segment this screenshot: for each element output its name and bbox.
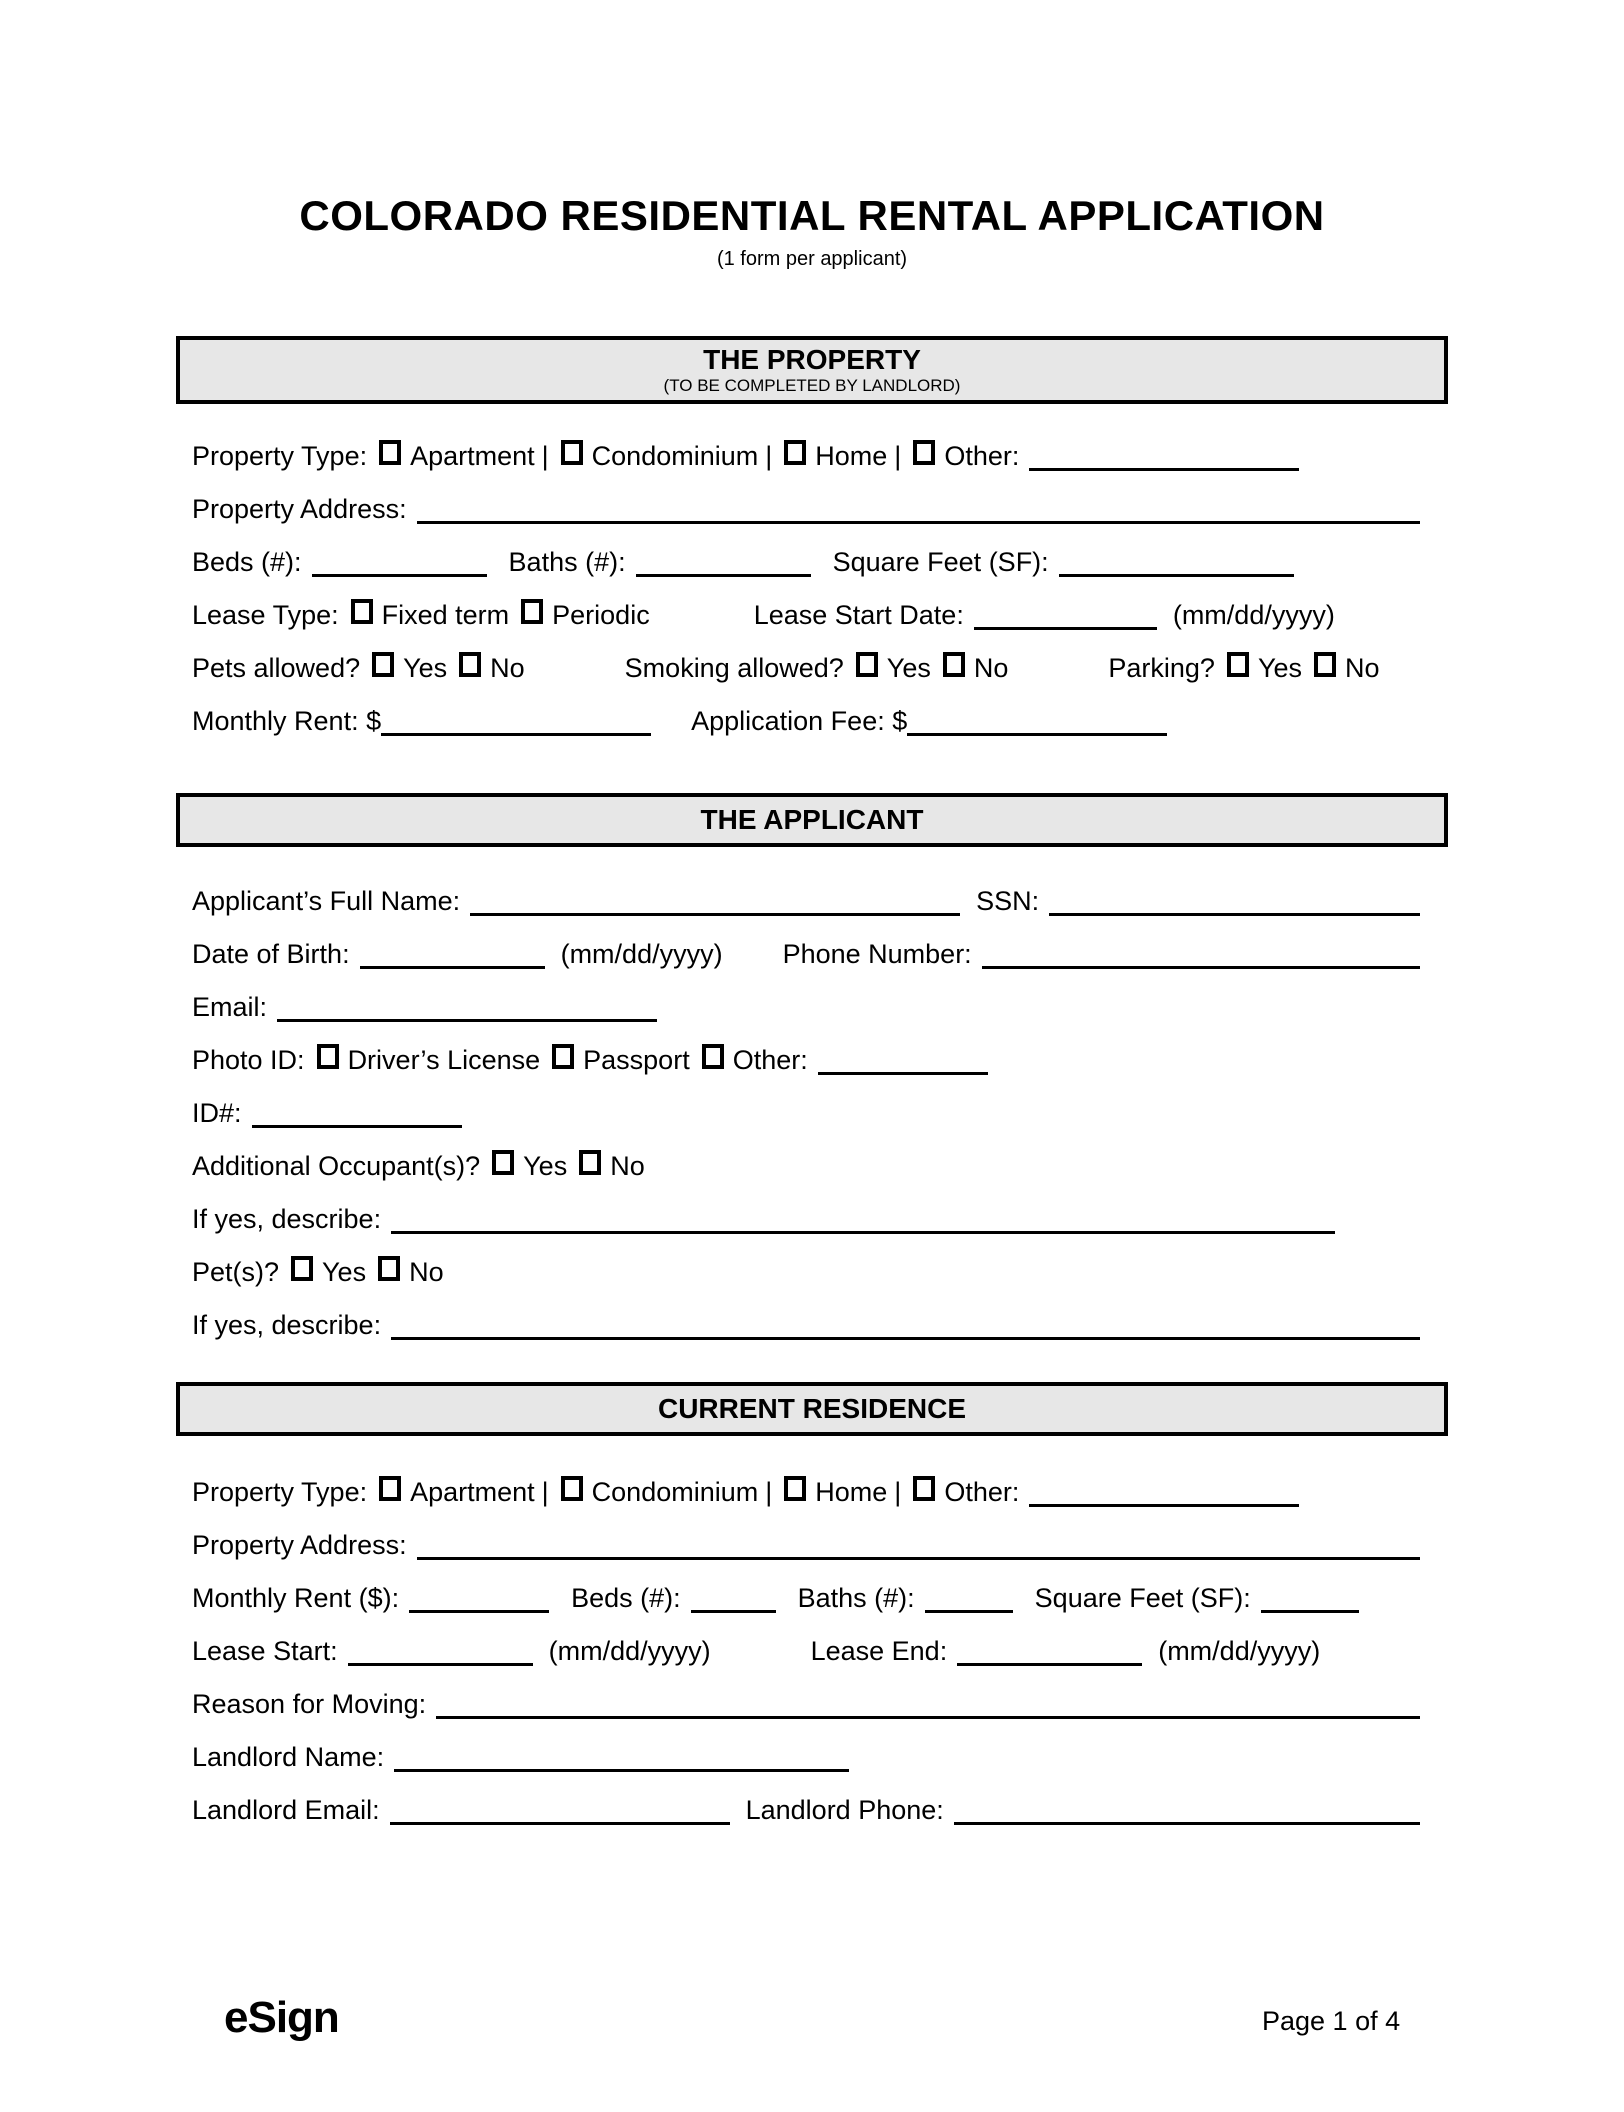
pets-describe-line[interactable] (391, 1309, 1420, 1340)
fixed-term-label: Fixed term (381, 600, 510, 630)
pets-allowed-label: Pets allowed? (192, 653, 361, 683)
checkbox-property-type-home[interactable] (784, 440, 806, 465)
checkbox-residence-type-apartment[interactable] (379, 1476, 401, 1501)
email-line[interactable] (277, 991, 657, 1022)
photo-id-row (192, 1034, 1420, 1087)
occupants-describe-line[interactable] (391, 1203, 1335, 1234)
checkbox-property-type-other[interactable] (913, 440, 935, 465)
parking-yes-label: Yes (1257, 653, 1302, 683)
baths-line[interactable] (636, 546, 811, 577)
residence-rent-line[interactable] (409, 1582, 549, 1613)
ssn-line[interactable] (1049, 885, 1420, 916)
checkbox-residence-type-other[interactable] (913, 1476, 935, 1501)
separator-pipe: | (765, 1477, 773, 1507)
residence-sqft-label: Square Feet (SF): (1034, 1583, 1251, 1613)
other-label: Other: (944, 441, 1020, 471)
checkbox-pets-yes[interactable] (372, 652, 394, 677)
date-format-hint: (mm/dd/yyyy) (1172, 600, 1335, 630)
residence-address-row (192, 1519, 1420, 1572)
residence-address-label: Property Address: (192, 1530, 407, 1560)
lease-end-line[interactable] (957, 1635, 1142, 1666)
if-yes-describe-label: If yes, describe: (192, 1310, 382, 1340)
residence-other-label: Other: (944, 1477, 1020, 1507)
checkbox-residence-type-condominium[interactable] (561, 1476, 583, 1501)
sqft-line[interactable] (1059, 546, 1294, 577)
checkbox-lease-periodic[interactable] (521, 599, 543, 624)
residence-sqft-line[interactable] (1261, 1582, 1359, 1613)
occupants-describe-row (192, 1193, 1420, 1246)
landlord-name-label: Landlord Name: (192, 1742, 385, 1772)
separator-pipe: | (541, 1477, 549, 1507)
document-content (176, 0, 1448, 1837)
date-format-hint: (mm/dd/yyyy) (548, 1636, 711, 1666)
residence-lease-row (192, 1625, 1420, 1678)
checkbox-pets-no[interactable] (459, 652, 481, 677)
smoking-yes-label: Yes (886, 653, 931, 683)
lease-start-label: Lease Start: (192, 1636, 338, 1666)
applicant-pets-yes-label: Yes (322, 1257, 367, 1287)
property-policies-row (192, 642, 1420, 695)
option-home-label: Home (815, 441, 888, 471)
dob-line[interactable] (360, 938, 545, 969)
residence-home-label: Home (815, 1477, 888, 1507)
applicant-pets-no-label: No (409, 1257, 444, 1287)
checkbox-residence-type-home[interactable] (784, 1476, 806, 1501)
photo-id-label: Photo ID: (192, 1045, 305, 1075)
page-subtitle: (1 form per applicant) (716, 248, 908, 270)
separator-pipe: | (894, 441, 902, 471)
residence-apartment-label: Apartment (410, 1477, 535, 1507)
full-name-label: Applicant’s Full Name: (192, 886, 461, 916)
section-header-property (176, 336, 1448, 404)
beds-line[interactable] (312, 546, 487, 577)
property-address-line[interactable] (417, 493, 1420, 524)
property-address-label: Property Address: (192, 494, 407, 524)
pets-no-label: No (490, 653, 525, 683)
residence-address-line[interactable] (417, 1529, 1420, 1560)
checkbox-occupants-no[interactable] (579, 1150, 601, 1175)
date-format-hint: (mm/dd/yyyy) (560, 939, 723, 969)
section-header-residence (176, 1382, 1448, 1436)
lease-end-label: Lease End: (810, 1636, 948, 1666)
residence-type-label: Property Type: (192, 1477, 368, 1507)
occupants-label: Additional Occupant(s)? (192, 1151, 481, 1181)
pets-describe-row (192, 1299, 1420, 1352)
checkbox-property-type-condominium[interactable] (561, 440, 583, 465)
applicant-pets-label: Pet(s)? (192, 1257, 280, 1287)
monthly-rent-label: Monthly Rent: $ (192, 706, 382, 736)
id-number-line[interactable] (252, 1097, 462, 1128)
residence-size-row (192, 1572, 1420, 1625)
checkbox-parking-no[interactable] (1314, 652, 1336, 677)
residence-type-other-line[interactable] (1029, 1476, 1299, 1507)
checkbox-smoking-no[interactable] (943, 652, 965, 677)
checkbox-lease-fixed-term[interactable] (351, 599, 373, 624)
lease-start-line[interactable] (348, 1635, 533, 1666)
section-title-applicant: THE APPLICANT (700, 804, 924, 835)
dob-label: Date of Birth: (192, 939, 350, 969)
beds-label: Beds (#): (192, 547, 302, 577)
checkbox-property-type-apartment[interactable] (379, 440, 401, 465)
option-condominium-label: Condominium (591, 441, 759, 471)
property-section-rows (176, 404, 1448, 748)
residence-type-row (192, 1466, 1420, 1519)
name-ssn-row (192, 875, 1420, 928)
occupants-no-label: No (610, 1151, 645, 1181)
property-type-row (192, 430, 1420, 483)
reason-label: Reason for Moving: (192, 1689, 427, 1719)
date-format-hint: (mm/dd/yyyy) (1158, 1636, 1321, 1666)
landlord-phone-label: Landlord Phone: (745, 1795, 944, 1825)
property-size-row (192, 536, 1420, 589)
lease-type-label: Lease Type: (192, 600, 339, 630)
property-address-row (192, 483, 1420, 536)
property-type-label: Property Type: (192, 441, 368, 471)
smoking-allowed-label: Smoking allowed? (624, 653, 844, 683)
residence-beds-line[interactable] (691, 1582, 776, 1613)
checkbox-applicant-pets-yes[interactable] (291, 1256, 313, 1281)
ssn-label: SSN: (976, 886, 1040, 916)
checkbox-smoking-yes[interactable] (856, 652, 878, 677)
residence-rent-label: Monthly Rent ($): (192, 1583, 400, 1613)
email-label: Email: (192, 992, 268, 1022)
landlord-email-label: Landlord Email: (192, 1795, 380, 1825)
reason-line[interactable] (436, 1688, 1420, 1719)
landlord-phone-line[interactable] (954, 1794, 1420, 1825)
landlord-contact-row (192, 1784, 1420, 1837)
residence-baths-label: Baths (#): (797, 1583, 915, 1613)
application-fee-label: Application Fee: $ (691, 706, 908, 736)
drivers-license-label: Driver’s License (347, 1045, 541, 1075)
checkbox-occupants-yes[interactable] (492, 1150, 514, 1175)
full-name-line[interactable] (470, 885, 960, 916)
sqft-label: Square Feet (SF): (832, 547, 1049, 577)
email-row (192, 981, 1420, 1034)
photoid-other-line[interactable] (818, 1044, 988, 1075)
id-number-row (192, 1087, 1420, 1140)
checkbox-photoid-other[interactable] (702, 1044, 724, 1069)
passport-label: Passport (583, 1045, 690, 1075)
checkbox-photoid-drivers-license[interactable] (317, 1044, 339, 1069)
periodic-label: Periodic (552, 600, 650, 630)
residence-condominium-label: Condominium (591, 1477, 759, 1507)
separator-pipe: | (894, 1477, 902, 1507)
residence-baths-line[interactable] (925, 1582, 1013, 1613)
checkbox-photoid-passport[interactable] (552, 1044, 574, 1069)
residence-beds-label: Beds (#): (571, 1583, 681, 1613)
rent-fee-row (192, 695, 1420, 748)
application-fee-line[interactable] (907, 705, 1167, 736)
landlord-name-row (192, 1731, 1420, 1784)
applicant-section-rows (176, 847, 1448, 1352)
option-apartment-label: Apartment (410, 441, 535, 471)
parking-label: Parking? (1108, 653, 1215, 683)
section-header-applicant (176, 793, 1448, 847)
section-title-residence: CURRENT RESIDENCE (657, 1393, 967, 1424)
lease-type-row (192, 589, 1420, 642)
occupants-yes-label: Yes (523, 1151, 568, 1181)
landlord-email-line[interactable] (390, 1794, 730, 1825)
dob-phone-row (192, 928, 1420, 981)
pets-yes-label: Yes (403, 653, 448, 683)
phone-line[interactable] (982, 938, 1420, 969)
section-note-property: (TO BE COMPLETED BY LANDLORD) (663, 376, 961, 395)
monthly-rent-line[interactable] (381, 705, 651, 736)
photoid-other-label: Other: (732, 1045, 808, 1075)
landlord-name-line[interactable] (394, 1741, 849, 1772)
page-indicator: Page 1 of 4 (1262, 2006, 1401, 2036)
baths-label: Baths (#): (508, 547, 626, 577)
if-yes-describe-label: If yes, describe: (192, 1204, 382, 1234)
esign-logo: eSign (224, 1993, 339, 2042)
checkbox-applicant-pets-no[interactable] (378, 1256, 400, 1281)
property-type-other-line[interactable] (1029, 440, 1299, 471)
id-number-label: ID#: (192, 1098, 242, 1128)
parking-no-label: No (1344, 653, 1380, 683)
occupants-row (192, 1140, 1420, 1193)
separator-pipe: | (541, 441, 549, 471)
lease-start-date-line[interactable] (974, 599, 1157, 630)
lease-start-date-label: Lease Start Date: (753, 600, 964, 630)
phone-label: Phone Number: (782, 939, 972, 969)
section-title-property: THE PROPERTY (703, 344, 921, 375)
checkbox-parking-yes[interactable] (1227, 652, 1249, 677)
separator-pipe: | (765, 441, 773, 471)
residence-section-rows (176, 1436, 1448, 1837)
reason-row (192, 1678, 1420, 1731)
applicant-pets-row (192, 1246, 1420, 1299)
page-title: COLORADO RESIDENTIAL RENTAL APPLICATION (299, 192, 1325, 239)
smoking-no-label: No (973, 653, 1009, 683)
